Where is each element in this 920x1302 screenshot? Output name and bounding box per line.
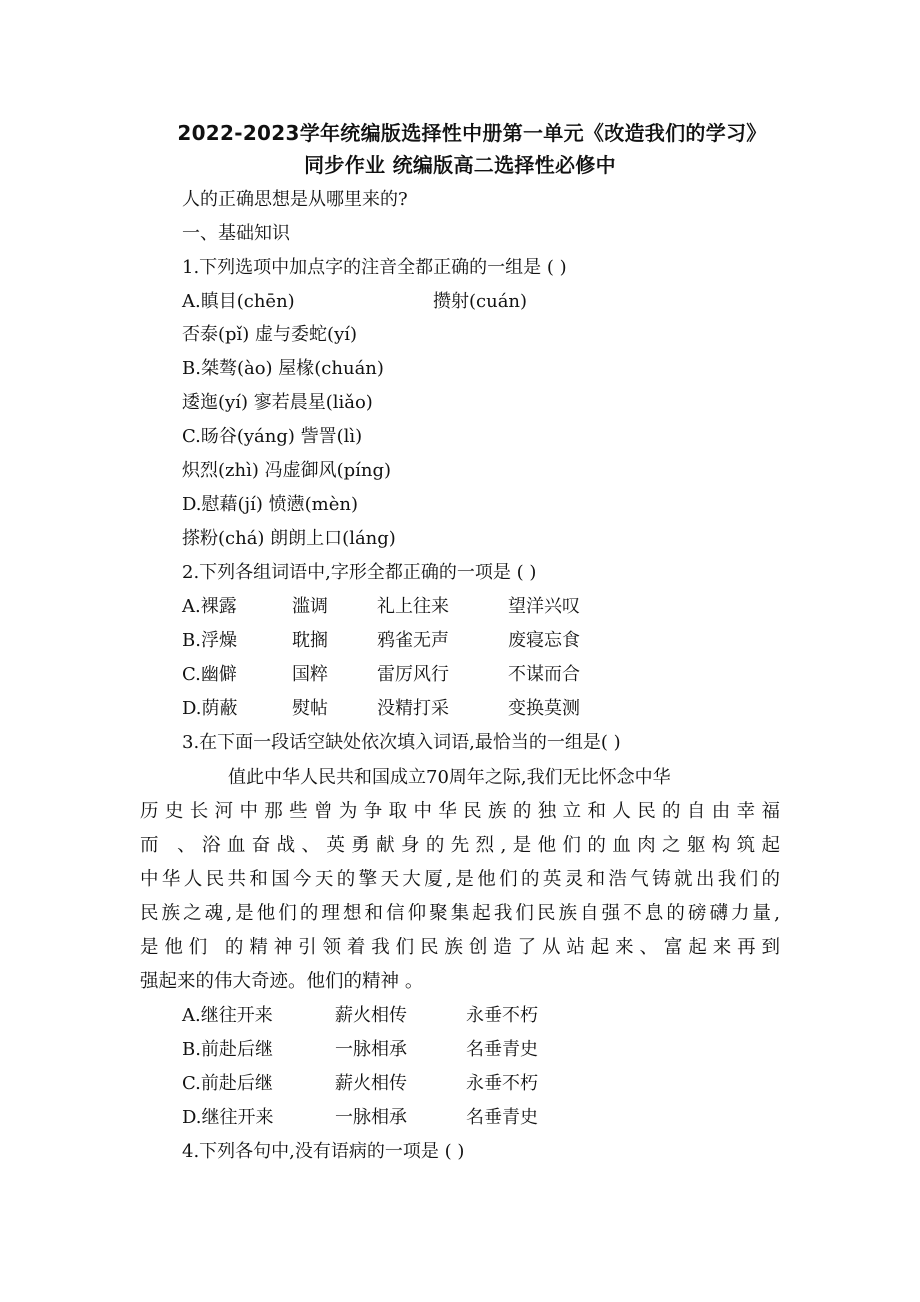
q2-option-d-word-4: 变换莫测 — [508, 698, 580, 719]
subtitle: 人的正确思想是从哪里来的? — [182, 189, 408, 210]
q4-stem: 4.下列各句中,没有语病的一项是 ( ) — [182, 1141, 465, 1162]
q1-stem: 1.下列选项中加点字的注音全都正确的一组是 ( ) — [182, 257, 567, 278]
q3-option-b-word-1: B.前赴后继 — [182, 1039, 273, 1060]
q3-passage-line-1: 值此中华人民共和国成立70周年之际,我们无比怀念中华 — [228, 767, 671, 788]
q3-option-c-word-1: C.前赴后继 — [182, 1073, 273, 1094]
q3-passage-line-4: 中华人民共和国今天的擎天大厦,是他们的英灵和浩气铸就出我们的 — [140, 869, 780, 890]
q1-option-c-line-1: C.旸谷(yáng) 訾詈(lì) — [182, 426, 363, 447]
q2-option-b-word-2: 耽搁 — [292, 630, 328, 651]
q1-option-d-line-2: 搽粉(chá) 朗朗上口(láng) — [182, 528, 396, 549]
q1-option-d-line-1: D.慰藉(jí) 愤懑(mèn) — [182, 494, 358, 515]
q1-option-b-line-1: B.桀骜(ào) 屋椽(chuán) — [182, 358, 384, 379]
q3-option-a-word-3: 永垂不朽 — [466, 1005, 538, 1026]
q2-option-a-word-4: 望洋兴叹 — [508, 596, 580, 617]
q2-option-a-word-1: A.裸露 — [182, 596, 237, 617]
q3-option-a-word-2: 薪火相传 — [335, 1005, 407, 1026]
q2-option-d-word-1: D.荫蔽 — [182, 698, 238, 719]
q3-stem: 3.在下面一段话空缺处依次填入词语,最恰当的一组是( ) — [182, 732, 621, 753]
q2-option-b-word-4: 废寝忘食 — [508, 630, 580, 651]
q1-option-b-line-2: 逶迤(yí) 寥若晨星(liǎo) — [182, 392, 373, 413]
q2-option-d-word-3: 没精打采 — [377, 698, 449, 719]
q2-option-c-word-3: 雷厉风行 — [377, 664, 449, 685]
q3-passage-line-2: 历史长河中那些曾为争取中华民族的独立和人民的自由幸福 — [140, 801, 780, 822]
q3-passage-line-6: 是他们 的精神引领着我们民族创造了从站起来、富起来再到 — [140, 937, 780, 958]
q3-option-c-word-2: 薪火相传 — [335, 1073, 407, 1094]
q2-option-c-word-1: C.幽僻 — [182, 664, 237, 685]
q3-option-d-word-1: D.继往开来 — [182, 1107, 274, 1128]
document-title-line-1: 2022-2023学年统编版选择性中册第一单元《改造我们的学习》 — [177, 121, 767, 145]
q3-option-a-word-1: A.继往开来 — [182, 1005, 273, 1026]
q2-option-a-word-2: 滥调 — [292, 596, 328, 617]
q3-passage-line-5: 民族之魂,是他们的理想和信仰聚集起我们民族自强不息的磅礴力量, — [140, 903, 780, 924]
document-title-line-2: 同步作业 统编版高二选择性必修中 — [304, 153, 616, 177]
q3-option-d-word-3: 名垂青史 — [466, 1107, 538, 1128]
q1-option-a-line-2: 否泰(pǐ) 虚与委蛇(yí) — [182, 324, 358, 345]
q1-option-c-line-2: 炽烈(zhì) 冯虚御风(píng) — [182, 460, 392, 481]
q3-passage-line-7: 强起来的伟大奇迹。他们的精神 。 — [140, 971, 424, 992]
q2-option-b-word-3: 鸦雀无声 — [377, 630, 449, 651]
q1-option-a-line-1b: 攒射(cuán) — [433, 291, 528, 312]
q3-option-b-word-3: 名垂青史 — [466, 1039, 538, 1060]
section-heading: 一、基础知识 — [182, 223, 290, 244]
q2-option-c-word-4: 不谋而合 — [508, 664, 580, 685]
q2-option-c-word-2: 国粹 — [292, 664, 328, 685]
q2-option-d-word-2: 熨帖 — [292, 698, 328, 719]
q3-option-d-word-2: 一脉相承 — [335, 1107, 407, 1128]
q3-option-c-word-3: 永垂不朽 — [466, 1073, 538, 1094]
q3-option-b-word-2: 一脉相承 — [335, 1039, 407, 1060]
q2-option-b-word-1: B.浮燥 — [182, 630, 237, 651]
q3-passage-line-3: 而 、浴血奋战、英勇献身的先烈,是他们的血肉之躯构筑起 — [140, 835, 780, 856]
q1-option-a-line-1: A.瞋目(chēn) — [182, 291, 295, 312]
q2-stem: 2.下列各组词语中,字形全都正确的一项是 ( ) — [182, 562, 537, 583]
q2-option-a-word-3: 礼上往来 — [377, 596, 449, 617]
